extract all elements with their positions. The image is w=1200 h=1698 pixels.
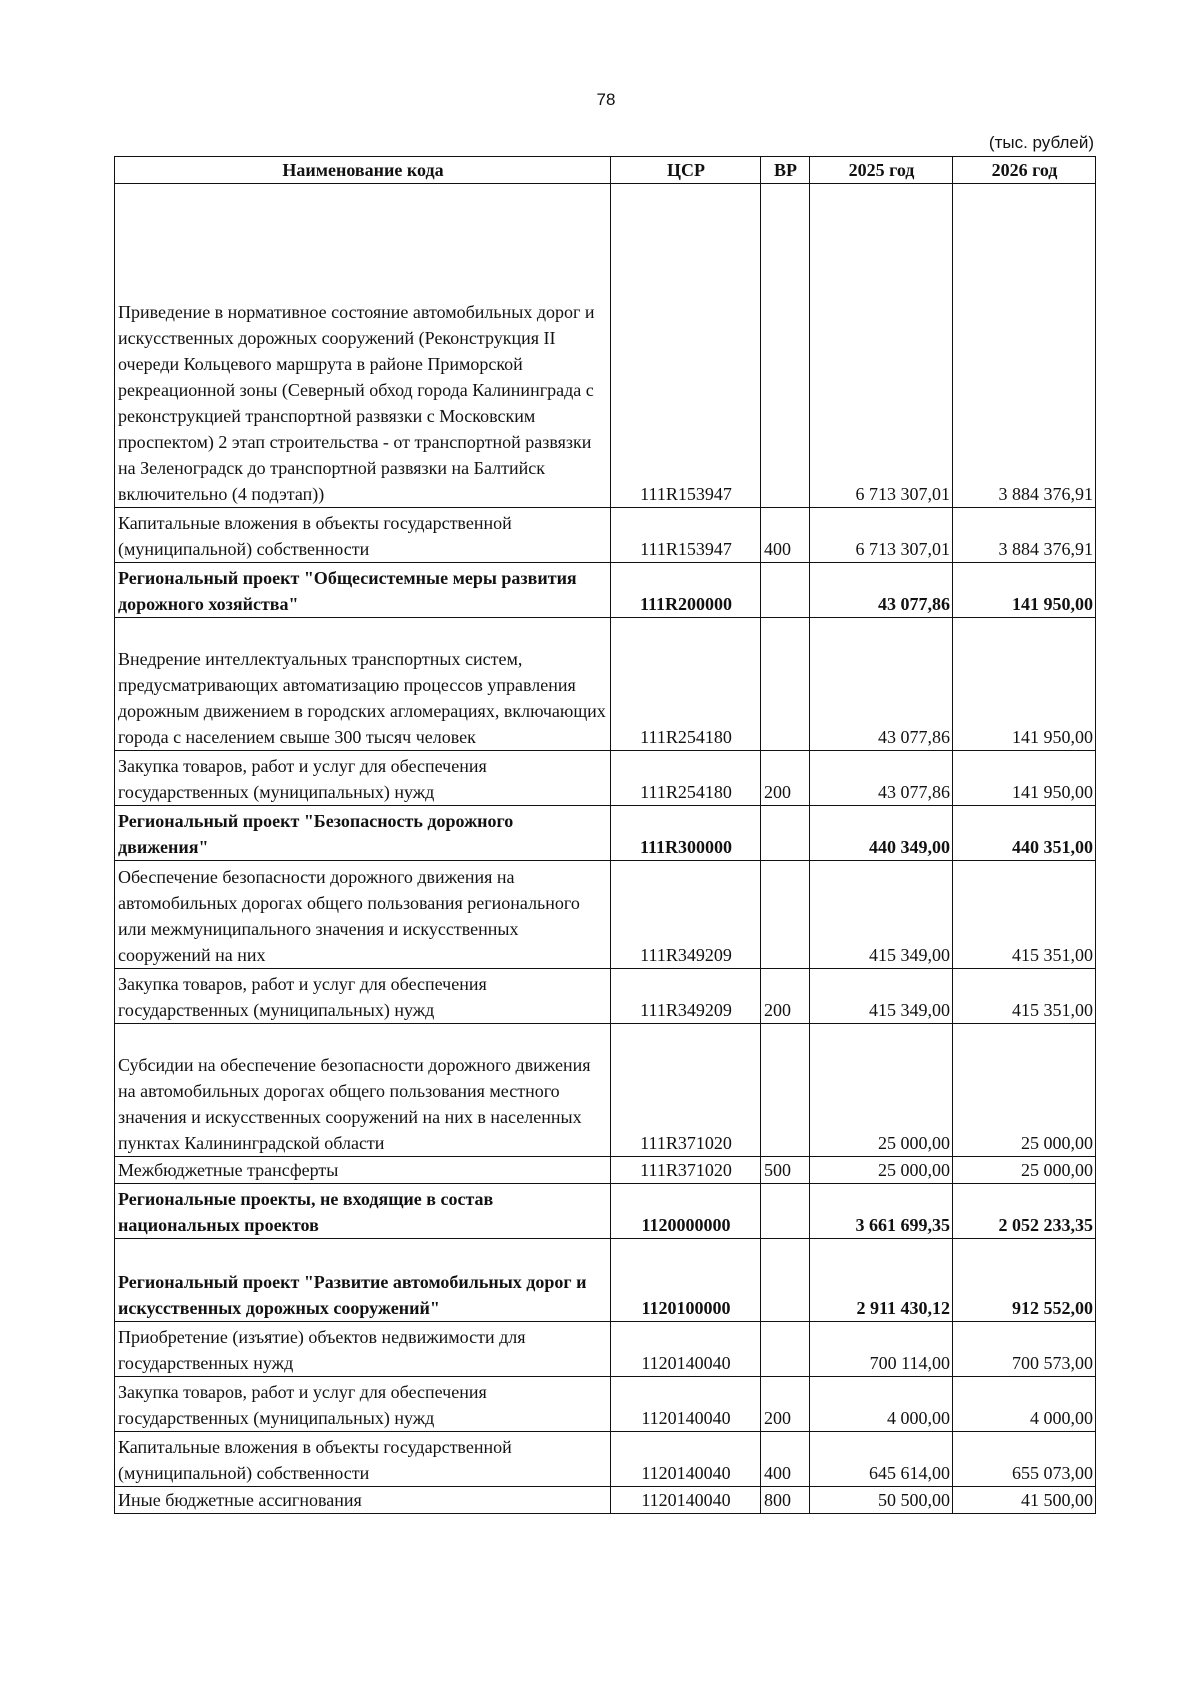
row-csr: 1120100000 [611,1239,761,1322]
row-name: Региональный проект "Безопасность дорожного движения" [115,806,611,861]
row-csr: 1120140040 [611,1322,761,1377]
row-2026: 3 884 376,91 [953,508,1096,563]
row-name: Региональный проект "Развитие автомобильных дорог и искусственных дорожных сооружений" [115,1239,611,1322]
row-vr: 200 [761,1377,810,1432]
table-row [115,508,1096,563]
budget-table [114,156,1096,1514]
header-2025: 2025 год [810,157,953,184]
row-name: Межбюджетные трансферты [115,1157,611,1184]
row-name: Закупка товаров, работ и услуг для обеспечения государственных (муниципальных) нужд [115,969,611,1024]
row-2025: 6 713 307,01 [810,508,953,563]
row-2026: 415 351,00 [953,969,1096,1024]
row-2025: 3 661 699,35 [810,1184,953,1239]
row-2025: 415 349,00 [810,861,953,969]
row-csr: 1120140040 [611,1377,761,1432]
row-vr: 200 [761,969,810,1024]
row-vr: 800 [761,1487,810,1514]
page-number: 78 [596,90,616,109]
row-name: Региональные проекты, не входящие в состав национальных проектов [115,1184,611,1239]
row-vr: 400 [761,1432,810,1487]
row-csr: 111R349209 [611,861,761,969]
table-row [115,751,1096,806]
row-vr [761,1239,810,1322]
row-csr: 1120140040 [611,1432,761,1487]
row-vr [761,618,810,751]
row-csr: 111R254180 [611,751,761,806]
row-2026: 141 950,00 [953,618,1096,751]
row-2026: 41 500,00 [953,1487,1096,1514]
row-2025: 50 500,00 [810,1487,953,1514]
table-row [115,861,1096,969]
row-vr [761,1024,810,1157]
row-name: Внедрение интеллектуальных транспортных систем, предусматривающих автоматизацию процессов управления дорожным движением в городских агломерациях, включающих города с населением свыше 300 тысяч человек [115,618,611,751]
table-row [115,1322,1096,1377]
row-name: Приобретение (изъятие) объектов недвижимости для государственных нужд [115,1322,611,1377]
row-2026: 141 950,00 [953,563,1096,618]
row-csr: 111R371020 [611,1024,761,1157]
row-vr: 500 [761,1157,810,1184]
table-row [115,1432,1096,1487]
row-2026: 700 573,00 [953,1322,1096,1377]
table-header-row [115,157,1096,184]
row-csr: 111R371020 [611,1157,761,1184]
row-2025: 25 000,00 [810,1024,953,1157]
table-row [115,1024,1096,1157]
row-vr [761,861,810,969]
row-vr [761,806,810,861]
row-csr: 111R153947 [611,184,761,508]
row-2025: 645 614,00 [810,1432,953,1487]
header-vr: ВР [761,157,810,184]
row-2026: 440 351,00 [953,806,1096,861]
row-csr: 111R300000 [611,806,761,861]
table-row [115,618,1096,751]
row-2025: 6 713 307,01 [810,184,953,508]
row-vr [761,184,810,508]
table-row [115,969,1096,1024]
row-csr: 111R153947 [611,508,761,563]
row-name: Иные бюджетные ассигнования [115,1487,611,1514]
header-csr: ЦСР [611,157,761,184]
header-2026: 2026 год [953,157,1096,184]
row-2026: 4 000,00 [953,1377,1096,1432]
row-csr: 1120000000 [611,1184,761,1239]
table-row [115,1184,1096,1239]
row-vr: 400 [761,508,810,563]
row-vr [761,563,810,618]
row-2025: 440 349,00 [810,806,953,861]
table-row [115,1157,1096,1184]
row-csr: 111R254180 [611,618,761,751]
row-2026: 25 000,00 [953,1157,1096,1184]
table-row [115,1487,1096,1514]
table-row [115,1377,1096,1432]
row-name: Приведение в нормативное состояние автомобильных дорог и искусственных дорожных сооружений (Реконструкция II очереди Кольцевого маршрута в районе Приморской рекреационной зоны (Северный обход города Калининграда с реконструкцией транспортной развязки с Московским проспектом) 2 этап строительства - от транспортной развязки на Зеленоградск до транспортной развязки на Балтийск включительно (4 подэтап)) [115,184,611,508]
units-label: (тыс. рублей) [988,133,1094,152]
row-2025: 43 077,86 [810,563,953,618]
row-2025: 415 349,00 [810,969,953,1024]
row-2026: 655 073,00 [953,1432,1096,1487]
row-name: Капитальные вложения в объекты государственной (муниципальной) собственности [115,508,611,563]
table-row [115,563,1096,618]
row-vr [761,1184,810,1239]
row-name: Обеспечение безопасности дорожного движения на автомобильных дорогах общего пользования регионального или межмуниципального значения и искусственных сооружений на них [115,861,611,969]
row-2026: 3 884 376,91 [953,184,1096,508]
table-row [115,1239,1096,1322]
row-csr: 1120140040 [611,1487,761,1514]
row-2025: 2 911 430,12 [810,1239,953,1322]
row-2026: 2 052 233,35 [953,1184,1096,1239]
table-row [115,184,1096,508]
row-2025: 700 114,00 [810,1322,953,1377]
row-2025: 43 077,86 [810,618,953,751]
row-name: Закупка товаров, работ и услуг для обеспечения государственных (муниципальных) нужд [115,1377,611,1432]
row-2026: 25 000,00 [953,1024,1096,1157]
row-csr: 111R200000 [611,563,761,618]
row-vr [761,1322,810,1377]
row-name: Региональный проект "Общесистемные меры развития дорожного хозяйства" [115,563,611,618]
row-2025: 43 077,86 [810,751,953,806]
table-row [115,806,1096,861]
header-name: Наименование кода [115,157,611,184]
row-vr: 200 [761,751,810,806]
row-name: Закупка товаров, работ и услуг для обеспечения государственных (муниципальных) нужд [115,751,611,806]
row-2025: 4 000,00 [810,1377,953,1432]
row-2026: 415 351,00 [953,861,1096,969]
row-csr: 111R349209 [611,969,761,1024]
row-2026: 141 950,00 [953,751,1096,806]
row-name: Субсидии на обеспечение безопасности дорожного движения на автомобильных дорогах общего пользования местного значения и искусственных сооружений на них в населенных пунктах Калининградской области [115,1024,611,1157]
row-name: Капитальные вложения в объекты государственной (муниципальной) собственности [115,1432,611,1487]
row-2026: 912 552,00 [953,1239,1096,1322]
row-2025: 25 000,00 [810,1157,953,1184]
